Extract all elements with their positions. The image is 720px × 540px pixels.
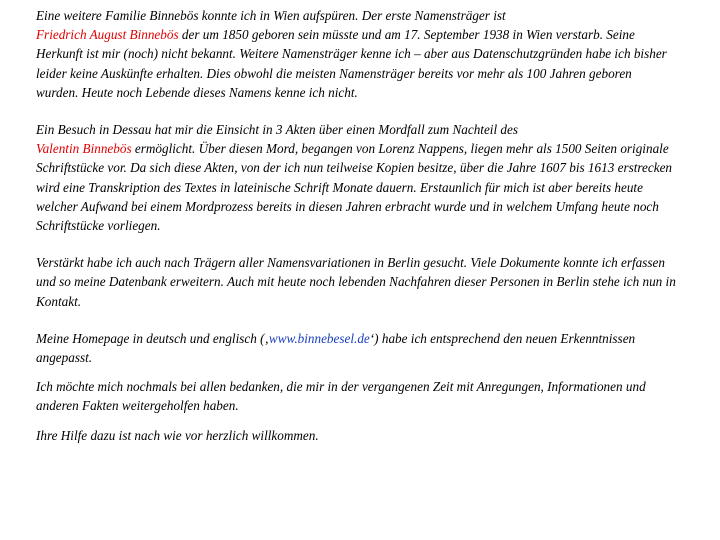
person-name-friedrich: Friedrich August Binnebös: [36, 27, 179, 43]
person-name-valentin: Valentin Binnebös: [36, 141, 132, 157]
homepage-link[interactable]: www.binnebesel.de: [268, 330, 370, 346]
paragraph-thanks: [36, 377, 676, 415]
paragraph-text: Ich möchte mich nochmals bei allen bedanken, die mir in der vergangenen Zeit mit Anregungen, Informationen und anderen Fakten weitergeholfen haben.: [36, 379, 646, 414]
paragraph-text: Verstärkt habe ich auch nach Trägern aller Namensvariationen in Berlin gesucht. Viele Dokumente konnte ich erfassen und so meine Datenbank erweitern. Auch mit heute noch lebenden Nachfahren dieser Personen in Berlin stehe ich nun in Kontakt.: [36, 255, 676, 309]
paragraph-text: ‘) habe ich entsprechend den neuen Erkenntnissen angepasst.: [36, 330, 636, 366]
paragraph-text: Eine weitere Familie Binnebös konnte ich in Wien aufspüren. Der erste Namensträger ist: [36, 8, 506, 23]
paragraph-text: Ein Besuch in Dessau hat mir die Einsicht in 3 Akten über einen Mordfall zum Nachteil des: [36, 122, 519, 138]
paragraph-homepage: [36, 329, 676, 367]
paragraph-berlin: [36, 253, 676, 311]
paragraph-dessau: [36, 120, 676, 235]
document-body: [36, 6, 676, 445]
paragraph-wien: [36, 6, 676, 102]
paragraph-welcome: [36, 426, 676, 445]
paragraph-text: ermöglicht. Über diesen Mord, begangen von Lorenz Nappens, liegen mehr als 1500 Seiten originale Schriftstücke vor. Da sich diese Akten, von der ich nun teilweise Kopien besitze, über die Jahre 1607 bis 1613 erstrecken wird eine Transkription des Textes in lateinische Schrift Monate dauern. Erstaunlich für mich ist aber bereits heute welcher Aufwand bei einem Mordprozess bereits in diesen Jahren erbracht wurde und in welchem Umfang heute noch Schriftstücke vorliegen.: [36, 141, 673, 234]
paragraph-text: Ihre Hilfe dazu ist nach wie vor herzlich willkommen.: [36, 427, 319, 443]
paragraph-text: Meine Homepage in deutsch und englisch (‚: [36, 330, 269, 346]
paragraph-text: der um 1850 geboren sein müsste und am 17. September 1938 in Wien verstarb. Seine Herkunft ist mir (noch) nicht bekannt. Weitere Namensträger kenne ich – aber aus Datenschutzgründen habe ich bisher leider keine Auskünfte erhalten. Dies obwohl die meisten Namensträger bereits vor mehr als 100 Jahren geboren wurden. Heute noch Lebende dieses Namens kenne ich nicht.: [36, 27, 667, 100]
